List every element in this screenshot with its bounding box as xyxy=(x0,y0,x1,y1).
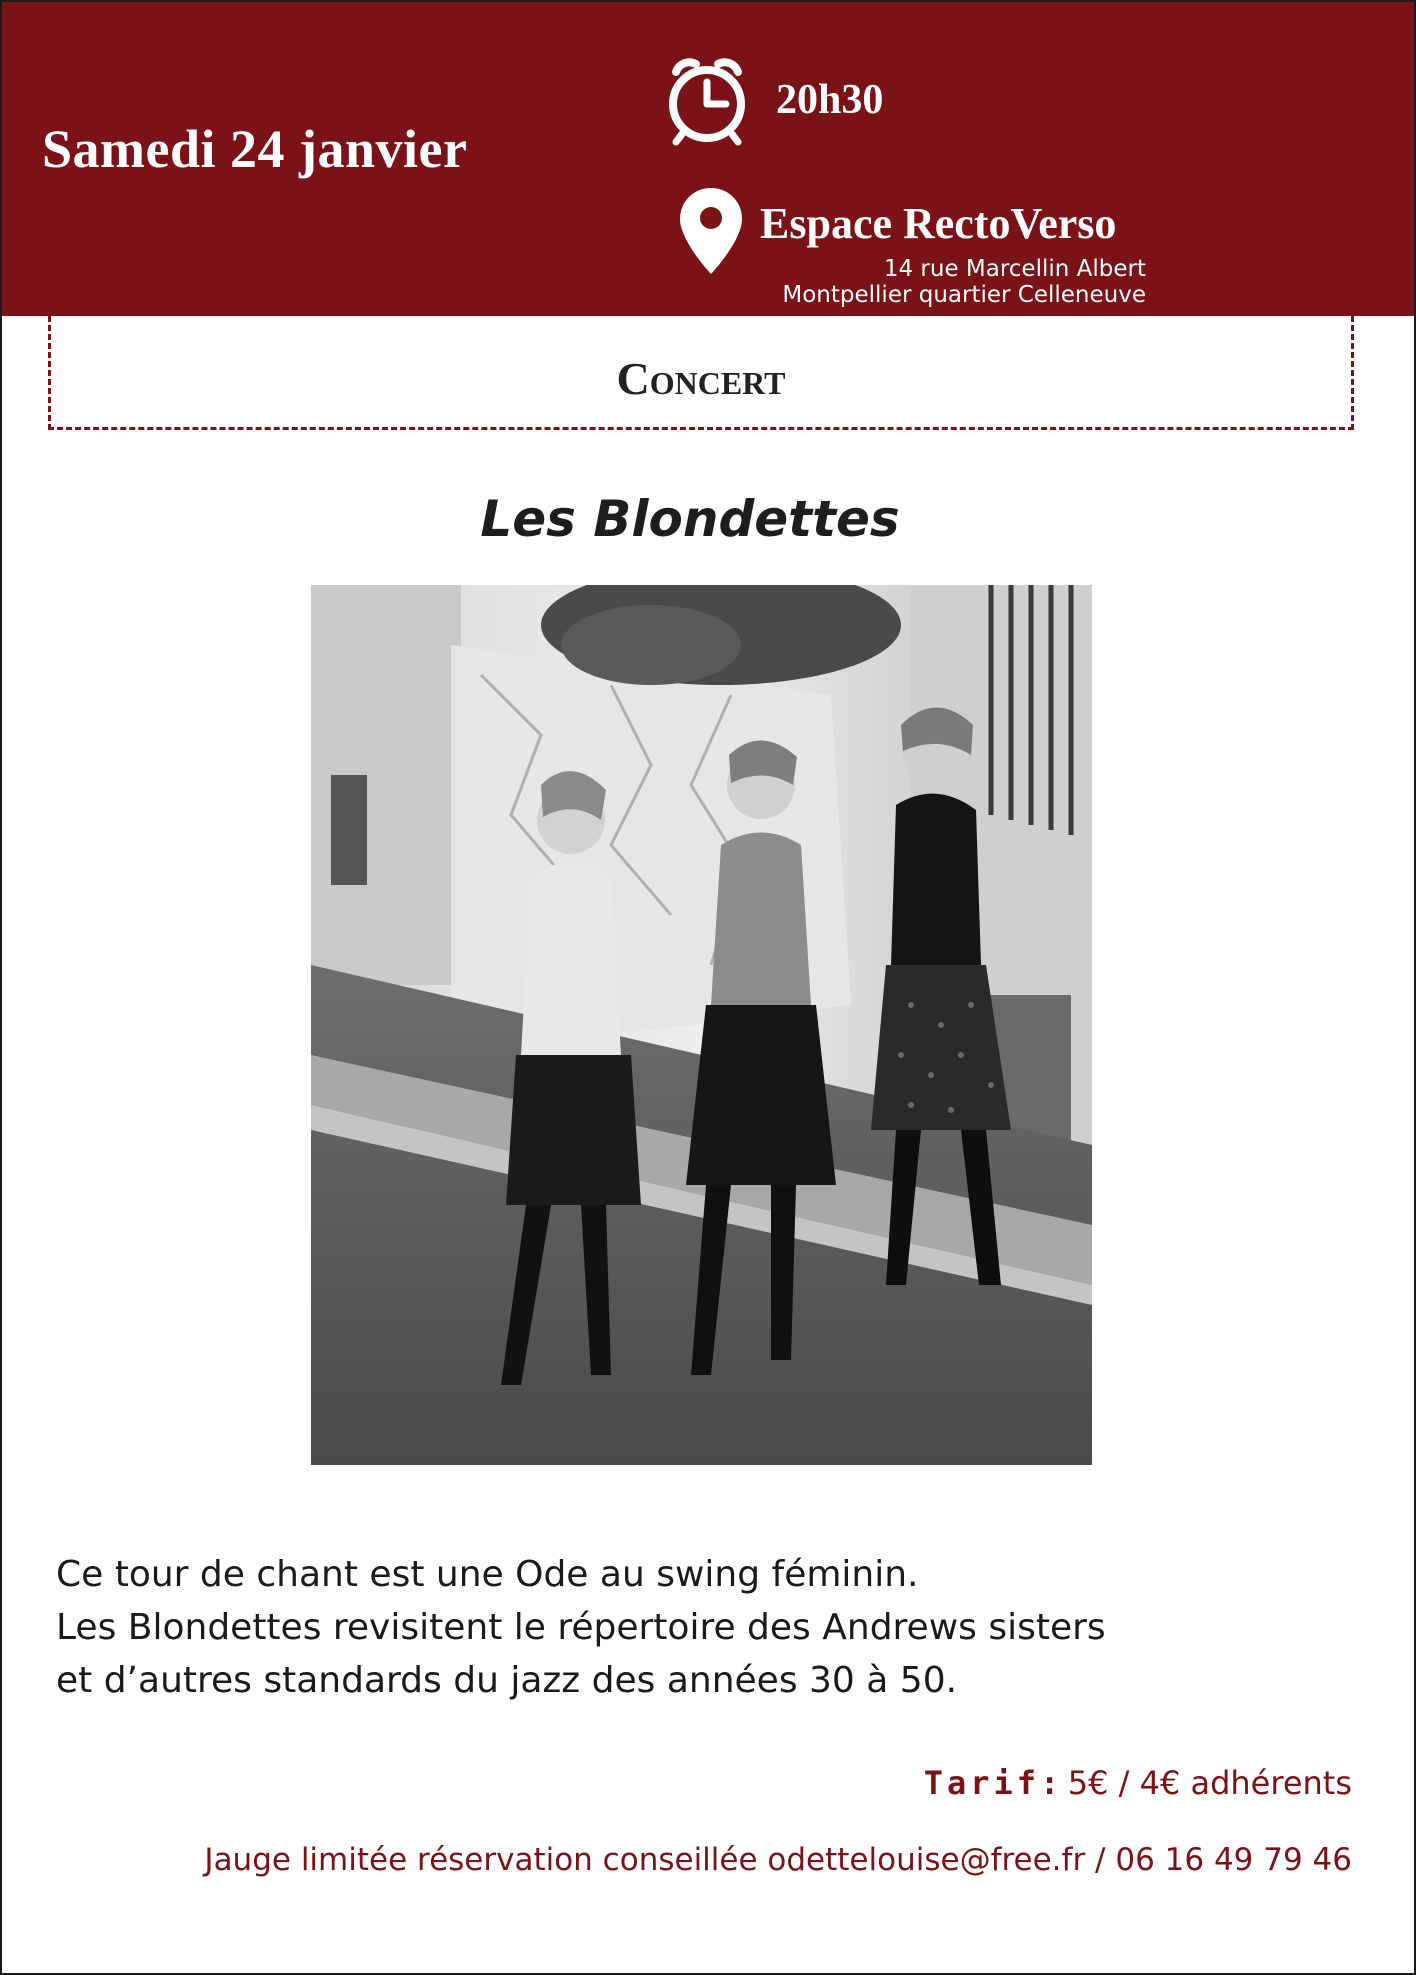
event-category: Concert xyxy=(616,353,786,404)
alarm-clock-icon xyxy=(662,50,752,146)
description-line-2: Les Blondettes revisitent le répertoire des Andrews sisters xyxy=(56,1607,1106,1648)
booking-info: Jauge limitée réservation conseillée odettelouise@free.fr / 06 16 49 79 46 xyxy=(204,1842,1352,1878)
band-name: Les Blondettes xyxy=(480,490,900,548)
venue-address-street: 14 rue Marcellin Albert xyxy=(883,256,1146,282)
header-banner xyxy=(0,0,1416,316)
description-line-3: et d’autres standards du jazz des années 30 à 50. xyxy=(56,1660,958,1701)
venue-address-city: Montpellier quartier Celleneuve xyxy=(782,282,1146,308)
location-pin-icon xyxy=(678,186,744,276)
event-description xyxy=(56,1548,1376,1707)
price-info xyxy=(924,1764,1352,1802)
event-date: Samedi 24 janvier xyxy=(42,119,468,179)
description-line-1: Ce tour de chant est une Ode au swing féminin. xyxy=(56,1554,919,1595)
venue-name: Espace RectoVerso xyxy=(760,199,1117,248)
band-photo xyxy=(311,585,1092,1465)
category-box xyxy=(48,316,1354,430)
price-label: Tarif: xyxy=(923,1764,1064,1802)
event-time: 20h30 xyxy=(776,77,884,123)
price-value: 5€ / 4€ adhérents xyxy=(1067,1764,1352,1802)
